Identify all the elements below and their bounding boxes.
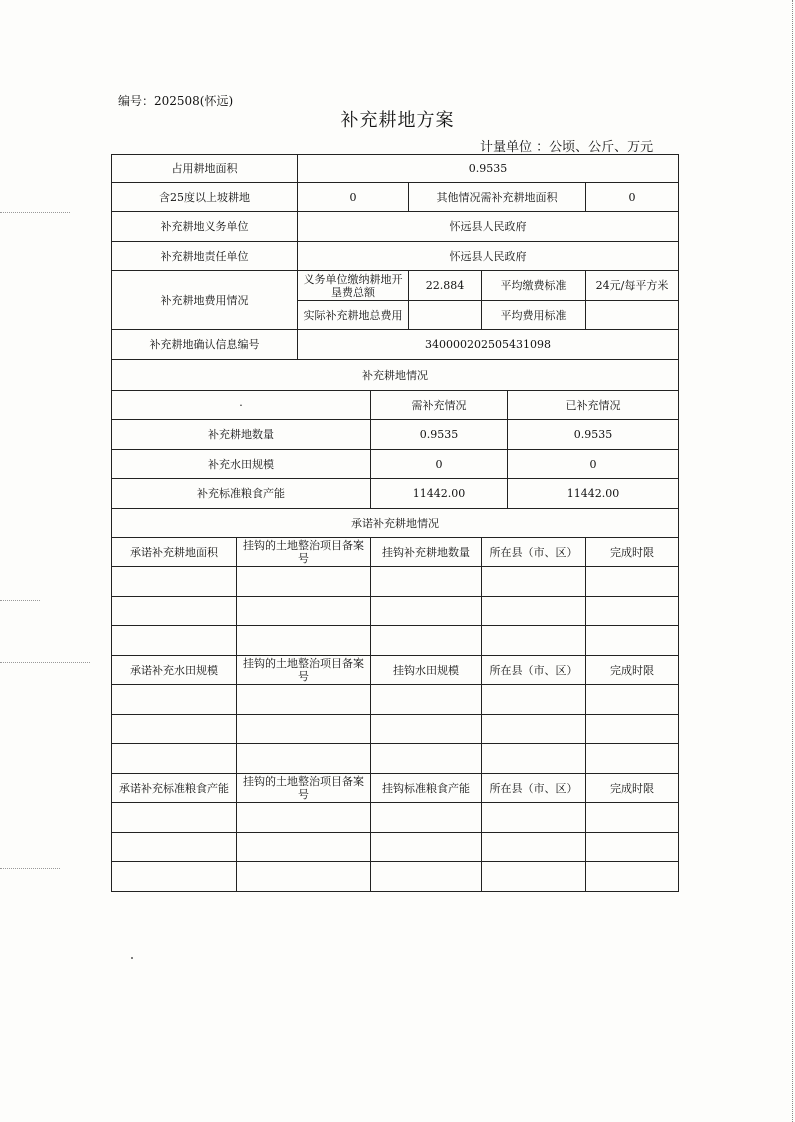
row-situation-title <box>112 360 679 391</box>
fee-total-label: 义务单位缴纳耕地开垦费总额 <box>298 271 409 301</box>
confirm-number-label: 补充耕地确认信息编号 <box>112 330 298 360</box>
promise-col-2: 挂钩的土地整治项目备案号 <box>237 656 371 685</box>
situation-row-label: 补充标准粮食产能 <box>112 479 371 509</box>
promise-col-5: 完成时限 <box>586 656 679 685</box>
promise-col-2: 挂钩的土地整治项目备案号 <box>237 774 371 803</box>
situation-need-value: 0 <box>371 450 508 479</box>
situation-need-value: 0.9535 <box>371 420 508 450</box>
scan-speck <box>131 957 133 959</box>
promise-col-1: 承诺补充水田规模 <box>112 656 237 685</box>
slope-label: 含25度以上坡耕地 <box>112 183 298 212</box>
plan-table <box>111 154 679 892</box>
slope-value: 0 <box>298 183 409 212</box>
document-number: 编号：202508(怀远) <box>118 94 234 108</box>
scan-dash <box>0 662 90 663</box>
promise-empty-row <box>112 567 679 597</box>
confirm-number-value: 340000202505431098 <box>298 330 679 360</box>
row-obligation <box>112 212 679 242</box>
row-slope <box>112 183 679 212</box>
promise-col-3: 挂钩标准粮食产能 <box>371 774 482 803</box>
avg-cost-value <box>586 301 679 330</box>
actual-cost-value <box>409 301 482 330</box>
situation-done-value: 0 <box>508 450 679 479</box>
situation-done-value: 0.9535 <box>508 420 679 450</box>
row-situation-header <box>112 391 679 420</box>
avg-cost-label: 平均费用标准 <box>482 301 586 330</box>
promise-empty-row <box>112 597 679 626</box>
avg-fee-label: 平均缴费标准 <box>482 271 586 301</box>
promise-col-1: 承诺补充标准粮食产能 <box>112 774 237 803</box>
promise-empty-row <box>112 744 679 774</box>
document-title: 补充耕地方案 <box>340 110 455 131</box>
responsible-unit-label: 补充耕地责任单位 <box>112 242 298 271</box>
avg-fee-value: 24元/每平方米 <box>586 271 679 301</box>
other-area-value: 0 <box>586 183 679 212</box>
promise-header-row <box>112 656 679 685</box>
situation-row-label: 补充耕地数量 <box>112 420 371 450</box>
promise-empty-row <box>112 862 679 892</box>
promise-col-4: 所在县（市、区） <box>482 774 586 803</box>
situation-corner: · <box>112 391 371 420</box>
row-cost-fee <box>112 271 679 301</box>
need-header: 需补充情况 <box>371 391 508 420</box>
cost-situation-label: 补充耕地费用情况 <box>112 271 298 330</box>
row-occupied <box>112 155 679 183</box>
situation-need-value: 11442.00 <box>371 479 508 509</box>
row-responsible <box>112 242 679 271</box>
occupied-area-label: 占用耕地面积 <box>112 155 298 183</box>
promise-col-4: 所在县（市、区） <box>482 538 586 567</box>
row-situation-paddy <box>112 450 679 479</box>
promise-empty-row <box>112 715 679 744</box>
obligation-unit-value: 怀远县人民政府 <box>298 212 679 242</box>
other-area-label: 其他情况需补充耕地面积 <box>409 183 586 212</box>
promise-col-2: 挂钩的土地整治项目备案号 <box>237 538 371 567</box>
scan-dash <box>0 212 70 213</box>
done-header: 已补充情况 <box>508 391 679 420</box>
promise-header-row <box>112 774 679 803</box>
scan-dash <box>0 868 60 869</box>
promise-col-3: 挂钩补充耕地数量 <box>371 538 482 567</box>
promise-empty-row <box>112 685 679 715</box>
actual-cost-label: 实际补充耕地总费用 <box>298 301 409 330</box>
occupied-area-value: 0.9535 <box>298 155 679 183</box>
situation-section-title: 补充耕地情况 <box>112 360 679 391</box>
promise-col-5: 完成时限 <box>586 774 679 803</box>
promise-empty-row <box>112 626 679 656</box>
promise-col-5: 完成时限 <box>586 538 679 567</box>
obligation-unit-label: 补充耕地义务单位 <box>112 212 298 242</box>
responsible-unit-value: 怀远县人民政府 <box>298 242 679 271</box>
situation-done-value: 11442.00 <box>508 479 679 509</box>
promise-empty-row <box>112 803 679 833</box>
row-confirm <box>112 330 679 360</box>
promise-col-4: 所在县（市、区） <box>482 656 586 685</box>
row-situation-quantity <box>112 420 679 450</box>
promise-col-3: 挂钩水田规模 <box>371 656 482 685</box>
row-promise-title <box>112 509 679 538</box>
measurement-units: 计量单位 ：公顷、公斤、万元 <box>480 140 654 155</box>
fee-total-value: 22.884 <box>409 271 482 301</box>
row-situation-grain <box>112 479 679 509</box>
situation-row-label: 补充水田规模 <box>112 450 371 479</box>
promise-empty-row <box>112 833 679 862</box>
promise-section-title: 承诺补充耕地情况 <box>112 509 679 538</box>
scan-dash <box>0 600 40 601</box>
promise-header-row <box>112 538 679 567</box>
promise-col-1: 承诺补充耕地面积 <box>112 538 237 567</box>
